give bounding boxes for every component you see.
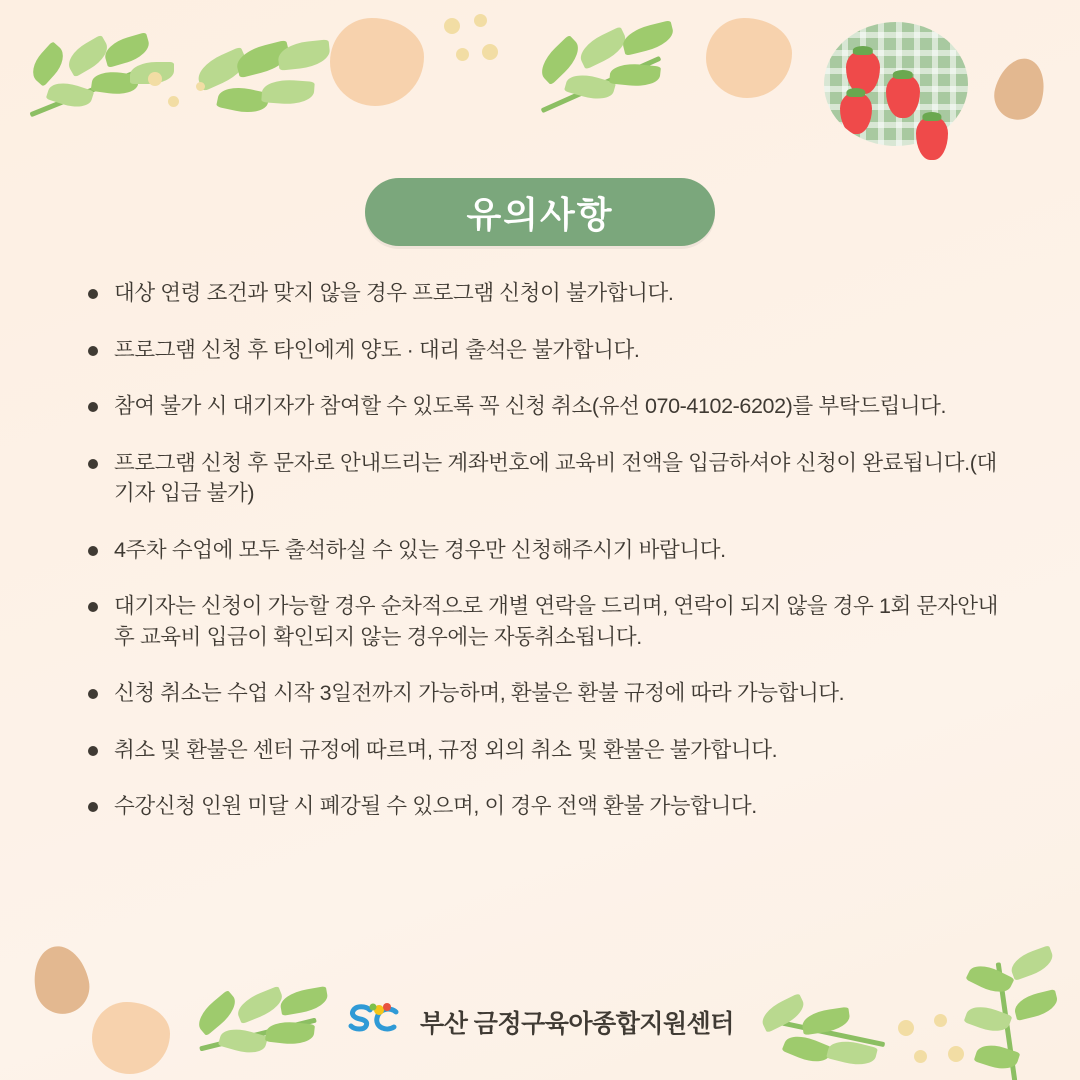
list-item	[78, 678, 1008, 709]
page-title	[365, 178, 715, 246]
bullet-icon	[88, 402, 98, 412]
bullet-icon	[88, 459, 98, 469]
bullet-icon	[88, 689, 98, 699]
strawberry-plate-top-right	[824, 22, 968, 146]
list-item	[78, 335, 1008, 366]
list-item	[78, 391, 1008, 422]
leaf-sprig-top-left-2	[196, 22, 346, 132]
bullet-icon	[88, 746, 98, 756]
strawberry-icon	[886, 74, 920, 118]
list-item-text: 대기자는 신청이 가능할 경우 순차적으로 개별 연락을 드리며, 연락이 되지 않을 경우 1회 문자안내 후 교육비 입금이 확인되지 않는 경우에는 자동취소됩니다.	[114, 594, 998, 649]
footer	[0, 1002, 1080, 1042]
organization-name: 부산 금정구육아종합지원센터	[420, 1010, 734, 1038]
list-item-text: 신청 취소는 수업 시작 3일전까지 가능하며, 환불은 환불 규정에 따라 가능합니다.	[114, 681, 845, 706]
bullet-icon	[88, 289, 98, 299]
list-item	[78, 535, 1008, 566]
bullet-icon	[88, 802, 98, 812]
list-item	[78, 735, 1008, 766]
strawberry-icon	[916, 116, 948, 160]
flower-top-right	[706, 18, 792, 98]
bullet-icon	[88, 346, 98, 356]
list-item	[78, 448, 1008, 509]
leaf-sprig-top-center	[530, 12, 710, 122]
list-item-text: 수강신청 인원 미달 시 폐강될 수 있으며, 이 경우 전액 환불 가능합니다.	[114, 794, 757, 819]
sc-logo-icon	[346, 1002, 408, 1042]
page-title-text: 유의사항	[466, 193, 614, 235]
strawberry-icon	[840, 92, 872, 134]
egg-top-right	[988, 53, 1051, 126]
notice-list	[78, 278, 1008, 848]
list-item-text: 프로그램 신청 후 타인에게 양도 · 대리 출석은 불가합니다.	[114, 337, 640, 362]
list-item	[78, 591, 1008, 652]
list-item-text: 취소 및 환불은 센터 규정에 따르며, 규정 외의 취소 및 환불은 불가합니다.	[114, 737, 778, 762]
list-item-text: 프로그램 신청 후 문자로 안내드리는 계좌번호에 교육비 전액을 입금하셔야 신청이 완료됩니다.(대기자 입금 불가)	[114, 450, 997, 506]
bullet-icon	[88, 546, 98, 556]
flower-top-left	[330, 18, 424, 106]
list-item-text: 참여 불가 시 대기자가 참여할 수 있도록 꼭 신청 취소(유선 070-4102-6202)를 부탁드립니다.	[114, 394, 947, 419]
list-item-text: 4주차 수업에 모두 출석하실 수 있는 경우만 신청해주시기 바랍니다.	[114, 537, 726, 562]
list-item	[78, 278, 1008, 309]
list-item-text: 대상 연령 조건과 맞지 않을 경우 프로그램 신청이 불가합니다.	[114, 281, 674, 305]
bullet-icon	[88, 602, 98, 612]
strawberry-icon	[846, 50, 880, 94]
leaf-sprig-top-left	[18, 18, 208, 128]
list-item	[78, 791, 1008, 822]
